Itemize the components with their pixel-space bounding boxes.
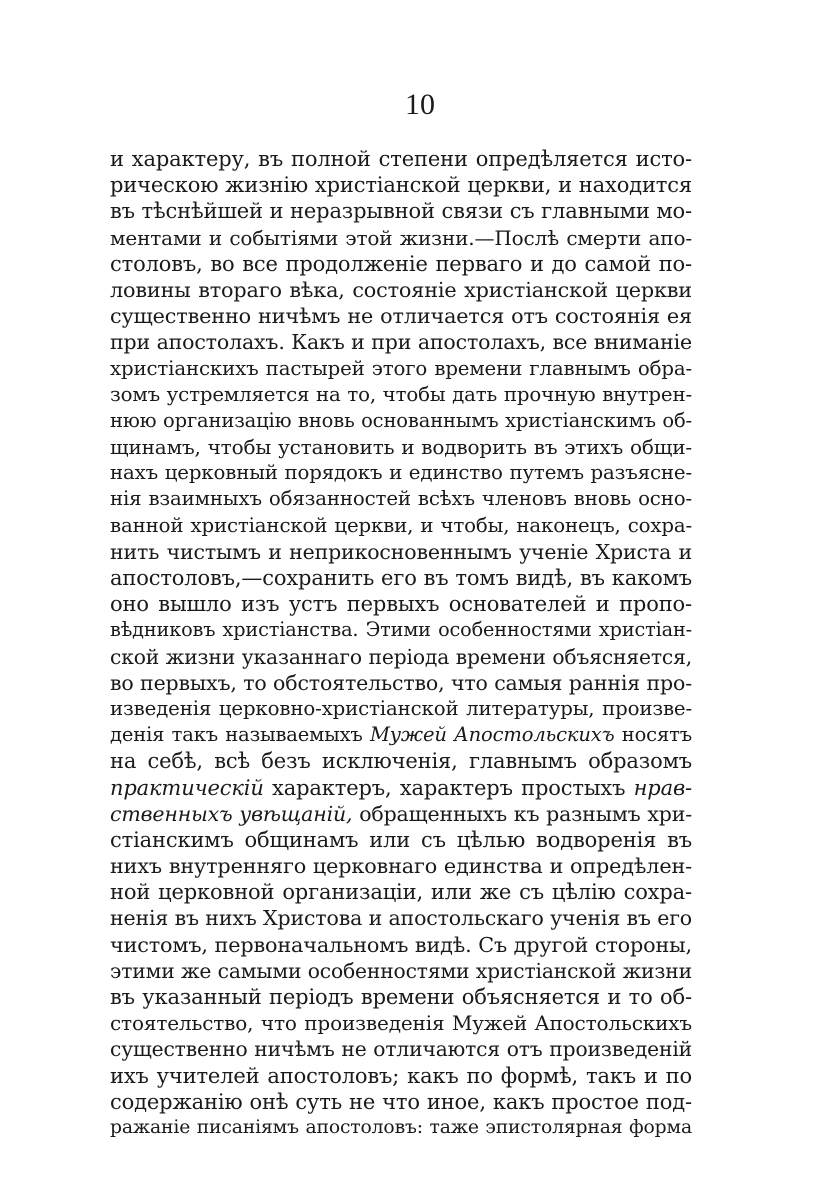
text-line bbox=[110, 486, 692, 512]
text-line bbox=[110, 722, 692, 748]
text-line bbox=[110, 932, 692, 958]
text-line bbox=[110, 198, 692, 224]
text-segment: рическою жизнію христіанской церкви, и находится bbox=[110, 173, 692, 198]
text-segment: ражаніе писаніямъ апостоловъ: таже эпистолярная форма bbox=[110, 1116, 692, 1138]
text-segment: зомъ устремляется на то, чтобы дать прочную внутрен- bbox=[110, 382, 692, 406]
text-line bbox=[110, 303, 692, 329]
text-line bbox=[110, 1063, 692, 1089]
text-segment: нія взаимныхъ обязанностей всѣхъ членовъ вновь осно- bbox=[110, 487, 692, 511]
italic-text: практическій bbox=[110, 775, 264, 800]
text-line bbox=[110, 146, 692, 172]
text-line bbox=[110, 1010, 692, 1036]
text-segment: чистомъ, первоначальномъ видѣ. Съ другой стороны, bbox=[110, 932, 692, 957]
text-line bbox=[110, 565, 692, 591]
text-line bbox=[110, 539, 692, 565]
text-line bbox=[110, 329, 692, 355]
text-segment: нахъ церковный порядокъ и единство путемъ разъясне- bbox=[110, 461, 692, 485]
text-line bbox=[110, 251, 692, 277]
text-segment: во первыхъ, то обстоятельство, что самыя раннія про- bbox=[110, 670, 692, 695]
text-segment: носятъ bbox=[614, 723, 692, 747]
text-line bbox=[110, 1115, 692, 1141]
text-segment: стоятельство, что произведенія Мужей Апостольскихъ bbox=[110, 1011, 692, 1036]
text-line bbox=[110, 356, 692, 382]
text-line bbox=[110, 1036, 692, 1062]
page-number: 10 bbox=[405, 88, 435, 121]
text-segment: изведенія церковно-христіанской литературы, произве- bbox=[110, 696, 692, 720]
text-line bbox=[110, 670, 692, 696]
text-line bbox=[110, 1089, 692, 1115]
text-segment: ментами и событіями этой жизни.—Послѣ смерти апо- bbox=[110, 225, 692, 250]
text-line bbox=[110, 801, 692, 827]
body-text bbox=[110, 146, 692, 1141]
text-segment: апостоловъ,—сохранить его въ томъ видѣ, въ какомъ bbox=[110, 566, 692, 590]
text-segment: на себѣ, всѣ безъ исключенія, главнымъ образомъ bbox=[110, 749, 692, 774]
text-segment: существенно ничѣмъ не отличается отъ состоянія ея bbox=[110, 304, 692, 329]
text-segment: въ тѣснѣйшей и неразрывной связи съ главными мо- bbox=[110, 199, 692, 224]
text-line bbox=[110, 382, 692, 408]
text-segment: содержанію онѣ суть не что иное, какъ простое под- bbox=[110, 1089, 692, 1114]
text-line bbox=[110, 277, 692, 303]
text-line bbox=[110, 617, 692, 643]
text-line bbox=[110, 696, 692, 722]
text-segment: ловины втораго вѣка, состояніе христіанской церкви bbox=[110, 277, 692, 302]
text-line bbox=[110, 748, 692, 774]
text-segment: оно вышло изъ устъ первыхъ основателей и пропо- bbox=[110, 592, 692, 617]
text-segment: христіанскихъ пастырей этого времени главнымъ обра- bbox=[110, 356, 692, 380]
text-segment: этими же самыми особенностями христіанской жизни bbox=[110, 958, 692, 983]
text-segment: нюю организацію вновь основаннымъ христіанскимъ об- bbox=[110, 408, 692, 432]
text-segment: вѣдниковъ христіанства. Этими особенностями христіан- bbox=[110, 618, 692, 642]
text-segment: ской жизни указаннаго періода времени объясняется, bbox=[110, 644, 692, 669]
text-line bbox=[110, 905, 692, 931]
text-segment: при апостолахъ. Какъ и при апостолахъ, все вниманіе bbox=[110, 330, 692, 355]
text-segment: щинамъ, чтобы установить и водворить въ этихъ общи- bbox=[110, 435, 692, 460]
text-line bbox=[110, 172, 692, 198]
text-segment: существенно ничѣмъ не отличаются отъ произведеній bbox=[110, 1037, 692, 1062]
text-line bbox=[110, 225, 692, 251]
text-line bbox=[110, 460, 692, 486]
text-line bbox=[110, 853, 692, 879]
italic-text: нрав- bbox=[633, 775, 692, 800]
text-segment: ихъ учителей апостоловъ; какъ по формѣ, такъ и по bbox=[110, 1063, 692, 1088]
text-segment: ванной христіанской церкви, и чтобы, наконецъ, сохра- bbox=[110, 513, 692, 537]
text-segment: нить чистымъ и неприкосновеннымъ ученіе Христа и bbox=[110, 539, 692, 564]
text-segment: ной церковной организаціи, или же съ цѣлію сохра- bbox=[110, 880, 692, 905]
text-line bbox=[110, 827, 692, 853]
text-segment: характеръ, характеръ простыхъ bbox=[263, 775, 634, 800]
italic-text: ственныхъ увѣщаній, bbox=[110, 801, 353, 826]
text-segment: обращенныхъ къ разнымъ хри- bbox=[352, 801, 692, 826]
text-line bbox=[110, 408, 692, 434]
text-line bbox=[110, 513, 692, 539]
text-segment: нихъ внутренняго церковнаго единства и опредѣлен- bbox=[110, 854, 692, 879]
text-segment: и характеру, въ полной степени опредѣляется исто- bbox=[110, 147, 692, 171]
text-segment: ненія въ нихъ Христова и апостольскаго ученія въ его bbox=[110, 906, 692, 931]
text-line bbox=[110, 644, 692, 670]
text-segment: денія такъ называемыхъ bbox=[110, 723, 370, 747]
text-line bbox=[110, 879, 692, 905]
italic-text: Мужей Апостольскихъ bbox=[369, 723, 615, 747]
text-line bbox=[110, 958, 692, 984]
text-segment: столовъ, во все продолженіе перваго и до самой по- bbox=[110, 251, 692, 276]
text-line bbox=[110, 775, 692, 801]
text-line bbox=[110, 984, 692, 1010]
text-line bbox=[110, 434, 692, 460]
text-line bbox=[110, 591, 692, 617]
text-segment: въ указанный періодъ времени объясняется и то об- bbox=[110, 985, 692, 1009]
text-segment: стіанскимъ общинамъ или съ цѣлью водворенія въ bbox=[110, 827, 692, 852]
